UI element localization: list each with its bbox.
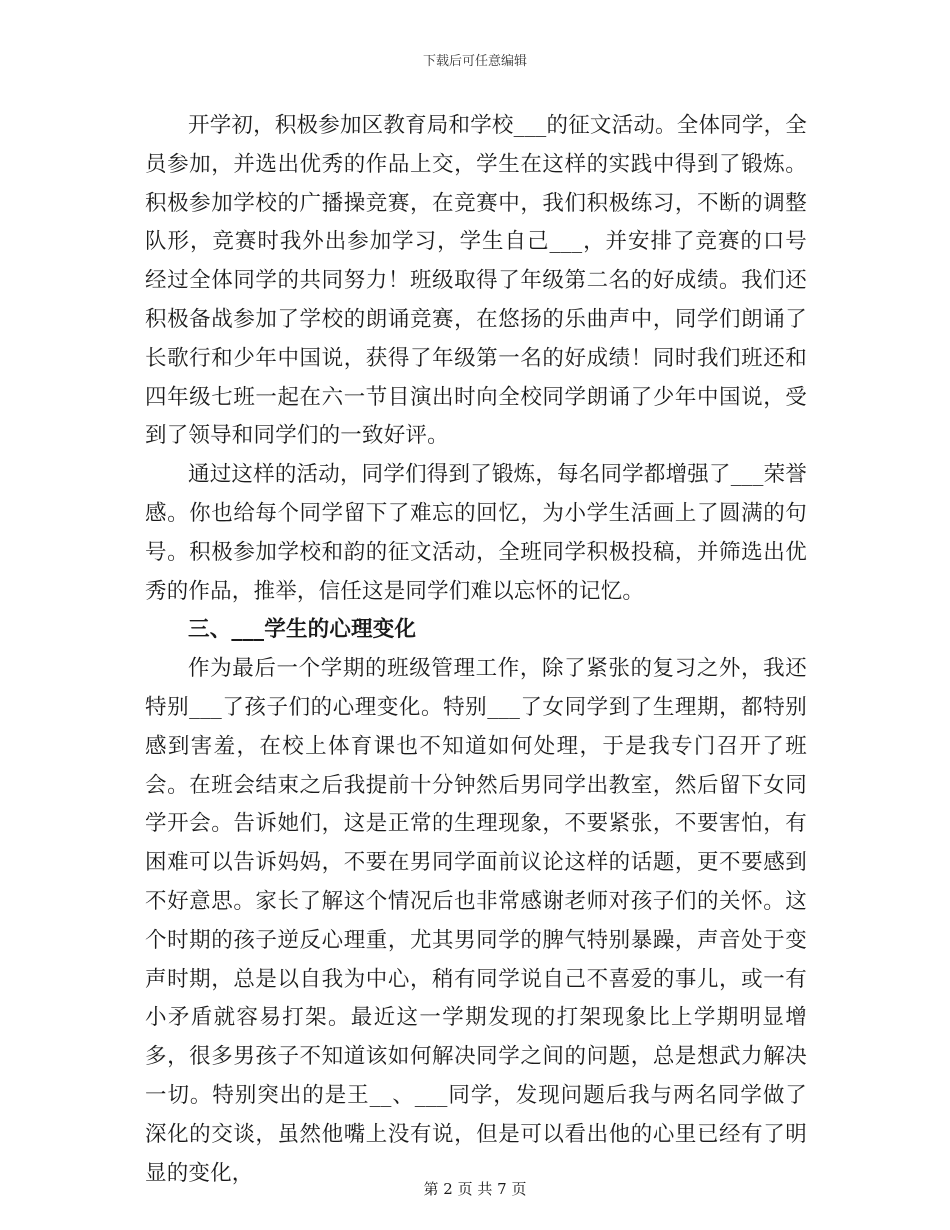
section-heading: 三、___学生的心理变化 [188, 617, 417, 643]
paragraph: 开学初，积极参加区教育局和学校___的征文活动。全体同学，全员参加，并选出优秀的作品上交，学生在这样的实践中得到了锻炼。积极参加学校的广播操竞赛，在竞赛中，我们积极练习，不断的调整队形，竞赛时我外出参加学习，学生自己___，并安排了竞赛的口号经过全体同学的共同努力！班级取得了年级第二名的好成绩。我们还积极备战参加了学校的朗诵竞赛，在悠扬的乐曲声中，同学们朗诵了长歌行和少年中国说，获得了年级第一名的好成绩！同时我们班还和四年级七班一起在六一节目演出时向全校同学朗诵了少年中国说，受到了领导和同学们的一致好评。 [145, 113, 807, 449]
page-header: 下载后可任意编辑 [422, 54, 527, 69]
page-footer: 第 2 页 共 7 页 [423, 1180, 527, 1198]
paragraph: 作为最后一个学期的班级管理工作，除了紧张的复习之外，我还特别___了孩子们的心理变化。特别___了女同学到了生理期，都特别感到害羞，在校上体育课也不知道如何处理，于是我专门召开了班会。在班会结束之后我提前十分钟然后男同学出教室，然后留下女同学开会。告诉她们，这是正常的生理现象，不要紧张，不要害怕，有困难可以告诉妈妈，不要在男同学面前议论这样的话题，更不要感到不好意思。家长了解这个情况后也非常感谢老师对孩子们的关怀。这个时期的孩子逆反心理重，尤其男同学的脾气特别暴躁，声音处于变声时期，总是以自我为中心，稍有同学说自己不喜爱的事儿，或一有小矛盾就容易打架。最近这一学期发现的打架现象比上学期明显增多，很多男孩子不知道该如何解决同学之间的问题，总是想武力解决一切。特别突出的是王__、___同学，发现问题后我与两名同学做了深化的交谈，虽然他嘴上没有说，但是可以看出他的心里已经有了明显的变化， [145, 656, 807, 1186]
paragraph: 通过这样的活动，同学们得到了锻炼，每名同学都增强了___荣誉感。你也给每个同学留下了难忘的回忆，为小学生活画上了圆满的句号。积极参加学校和韵的征文活动，全班同学积极投稿，并筛选出优秀的作品，推举，信任这是同学们难以忘怀的记忆。 [145, 462, 807, 604]
document-body [145, 107, 807, 1193]
